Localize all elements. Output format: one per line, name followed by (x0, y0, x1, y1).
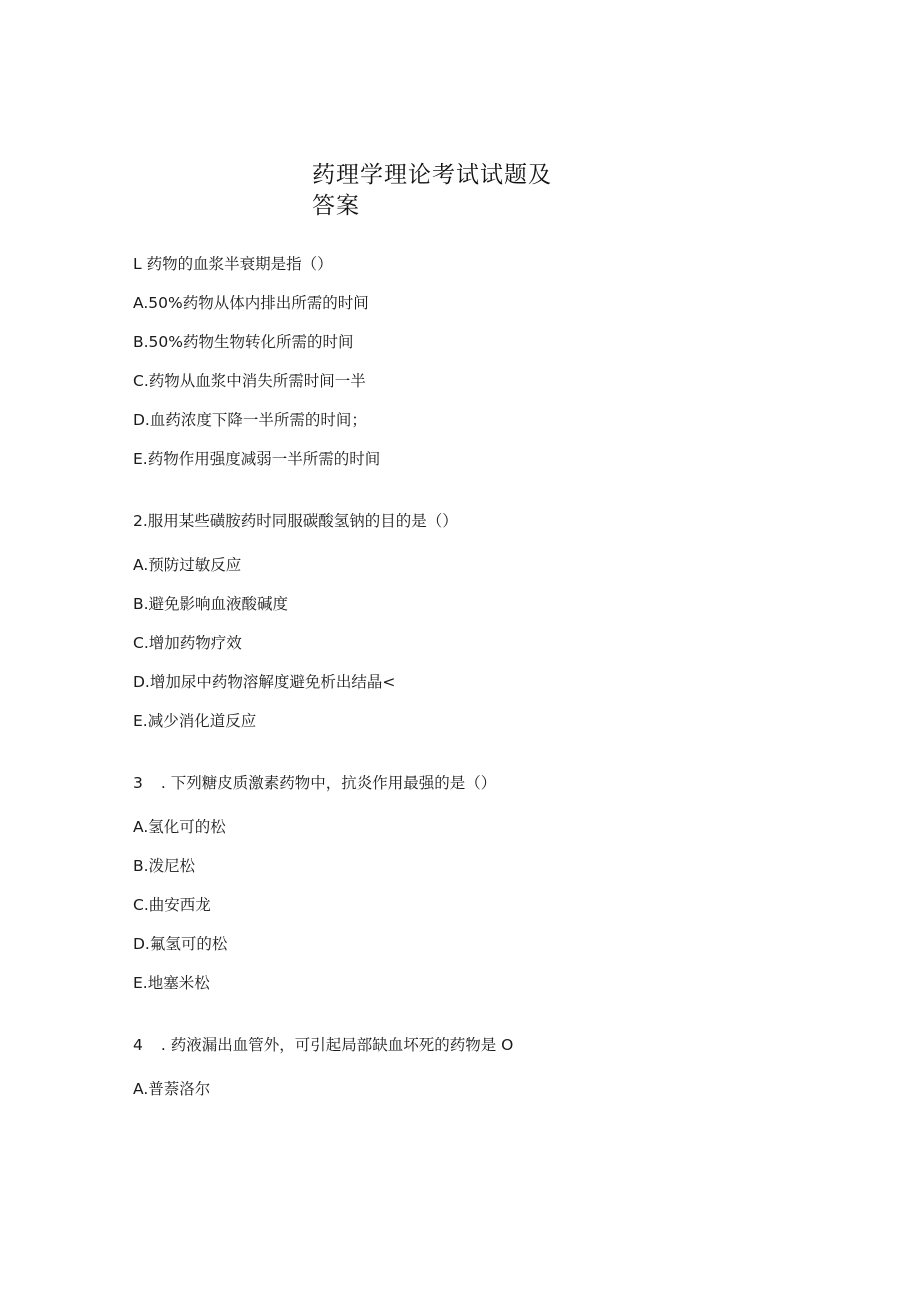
question-1-option-b: B.50%药物生物转化所需的时间 (133, 333, 354, 351)
question-1-option-c: C.药物从血浆中消失所需时间一半 (133, 372, 366, 390)
document-title (312, 160, 572, 222)
question-3-text: . 下列糖皮质激素药物中，抗炎作用最强的是（） (160, 774, 497, 792)
question-1-option-a: A.50%药物从体内排出所需的时间 (133, 294, 369, 312)
title-line-2: 答案 (312, 193, 360, 219)
question-3-option-a: A.氢化可的松 (133, 818, 226, 836)
question-4-stem (133, 1035, 513, 1055)
question-3-option-e: E.地塞米松 (133, 974, 210, 992)
question-3-stem (133, 773, 496, 793)
question-2-option-d: D.增加尿中药物溶解度避免析出结晶< (133, 673, 396, 691)
question-2-option-a: A.预防过敏反应 (133, 556, 242, 574)
question-4-text: . 药液漏出血管外，可引起局部缺血坏死的药物是 O (160, 1036, 514, 1054)
question-3-option-c: C.曲安西龙 (133, 896, 211, 914)
question-4-number: 4 (133, 1036, 143, 1054)
question-1-stem: L 药物的血浆半衰期是指（） (133, 255, 333, 273)
question-1-option-e: E.药物作用强度减弱一半所需的时间 (133, 450, 381, 468)
question-4-option-a: A.普萘洛尔 (133, 1080, 211, 1098)
question-2-stem: 2.服用某些磺胺药时同服碳酸氢钠的目的是（） (133, 512, 458, 530)
question-2-option-b: B.避免影响血液酸碱度 (133, 595, 289, 613)
title-line-1: 药理学理论考试试题及 (312, 162, 552, 188)
question-2-option-c: C.增加药物疗效 (133, 634, 242, 652)
question-1-option-d: D.血药浓度下降一半所需的时间； (133, 411, 367, 429)
question-3-option-d: D.氟氢可的松 (133, 935, 228, 953)
question-3-number: 3 (133, 774, 143, 792)
question-2-option-e: E.减少消化道反应 (133, 712, 257, 730)
question-3-option-b: B.泼尼松 (133, 857, 196, 875)
